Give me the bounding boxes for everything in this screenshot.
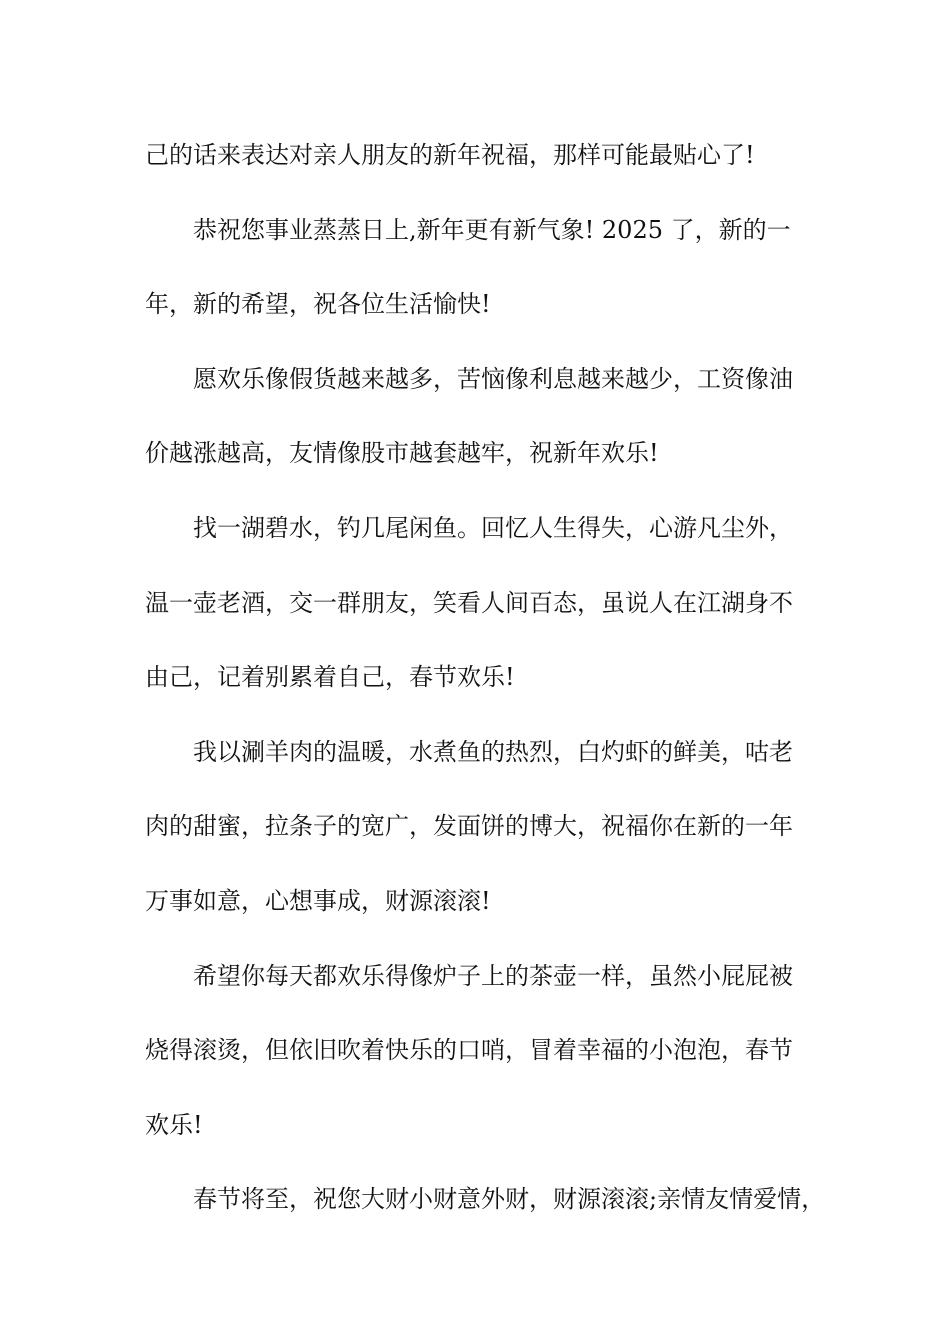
text-line: 欢乐! — [145, 1110, 203, 1139]
text-line: 温一壶老酒，交一群朋友，笑看人间百态，虽说人在江湖身不 — [145, 588, 793, 617]
text-line: 由己，记着别累着自己，春节欢乐! — [145, 663, 515, 692]
text-line: 烧得滚烫，但依旧吹着快乐的口哨，冒着幸福的小泡泡，春节 — [145, 1036, 793, 1065]
text-line: 万事如意，心想事成，财源滚滚! — [145, 886, 491, 915]
paragraph-first-line: 恭祝您事业蒸蒸日上,新年更有新气象! 2025 了，新的一 — [193, 215, 791, 244]
paragraph-first-line: 找一湖碧水，钓几尾闲鱼。回忆人生得失，心游凡尘外， — [193, 513, 793, 542]
text-line: 己的话来表达对亲人朋友的新年祝福，那样可能最贴心了! — [145, 141, 755, 169]
text-line: 年，新的希望，祝各位生活愉快! — [145, 290, 491, 319]
paragraph-first-line: 春节将至，祝您大财小财意外财，财源滚滚;亲情友情爱情， — [193, 1185, 826, 1214]
text-line: 肉的甜蜜，拉条子的宽广，发面饼的博大，祝福你在新的一年 — [145, 812, 793, 841]
paragraph-first-line: 希望你每天都欢乐得像炉子上的茶壶一样，虽然小屁屁被 — [193, 961, 793, 990]
paragraph-first-line: 愿欢乐像假货越来越多，苦恼像利息越来越少，工资像油 — [193, 364, 793, 393]
document-body — [145, 118, 826, 1237]
text-line: 价越涨越高，友情像股市越套越牢，祝新年欢乐! — [145, 439, 659, 468]
paragraph-first-line: 我以涮羊肉的温暖，水煮鱼的热烈，白灼虾的鲜美，咕老 — [193, 737, 793, 766]
